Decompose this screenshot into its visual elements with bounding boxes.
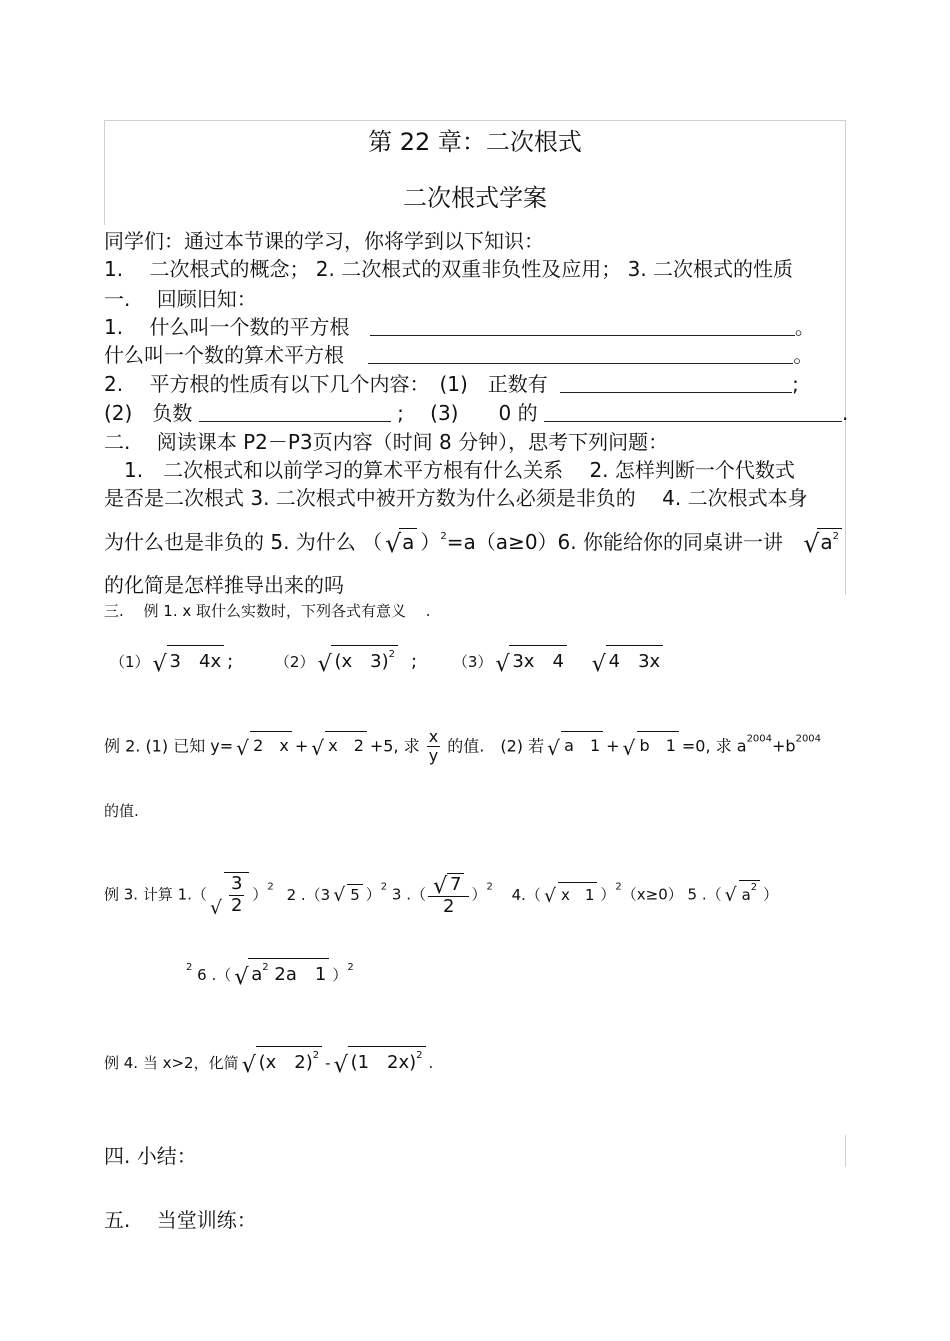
text: 3 .（ [391,885,426,904]
exponent: 2 [267,881,274,893]
period: 。 [793,343,814,367]
sqrt-fraction [210,872,249,916]
fraction [428,873,469,917]
base: a [820,530,833,554]
exponent: 2 [486,881,493,893]
right-rule-2 [845,1135,846,1167]
base: a [251,964,263,985]
reading-question-line: 1. 二次根式和以前学习的算术平方根有什么关系 2. 怎样判断一个代数式 [124,458,795,482]
period: . [428,1054,434,1072]
sqrt-a-squared [725,880,761,904]
radicand [739,880,761,904]
sqrt-expression [592,645,664,673]
example-2 [104,728,821,766]
sqrt-a [385,528,417,554]
reading-question-line: 是否是二次根式 3. 二次根式中被开方数为什么必须是非负的 4. 二次根式本身 [104,486,808,510]
example-2-tail: 的值. [104,802,139,820]
exponent: 2 [416,1050,423,1061]
period: . [841,401,849,425]
radicand: x 2 [325,731,367,756]
label: （3） [452,653,493,671]
sqrt-expression [334,1046,426,1074]
exponent: 2 [312,1050,320,1061]
question-text: 什么叫一个数的算术平方根 [104,343,344,367]
answer-blank[interactable] [368,345,793,364]
sqrt-expression [317,645,398,673]
answer-blank[interactable] [544,403,842,422]
text: =0, 求 [681,736,732,756]
denominator: 2 [230,894,243,916]
radicand: x 1 [558,882,597,905]
text: 例 2. (1) 已知 y= [104,736,234,756]
section-5-heading: 五. 当堂训练： [104,1208,257,1232]
answer-blank[interactable] [199,403,391,422]
sqrt-7 [433,873,464,896]
exponent: 2 [347,962,354,973]
question-root-properties-cont [104,397,848,426]
question-square-root [104,311,815,340]
sqrt-expression [234,958,329,986]
exponent: 2 [440,531,447,542]
radicand [256,1046,323,1074]
paren: ） [332,966,348,984]
numerator: √ 3 [230,873,243,894]
exponent: 2 [262,962,269,973]
exponent: 2 [380,881,388,893]
numerator: x [428,727,439,746]
fraction-x-over-y [427,728,440,766]
radicand: a 1 [561,731,603,756]
sqrt-5 [333,884,363,904]
text: 例 4. 当 x>2，化简 [104,1054,239,1072]
reading-question-line [104,526,845,555]
radicand [248,958,329,986]
base: a [741,885,751,904]
exponent: 2 [388,649,395,660]
text: 的值. (2) 若 [447,736,545,756]
sqrt-expression [547,731,603,756]
example-3-cont [186,958,354,986]
top-rule [104,120,846,121]
reading-question-line: 的化简是怎样推导出来的吗 [104,573,344,597]
example-3 [104,872,778,917]
section-4-heading: 四. 小结： [104,1144,197,1168]
section-2-heading: 二. 阅读课本 P2－P3页内容（时间 8 分钟），思考下列问题： [104,430,669,454]
base: (1 2x) [350,1052,417,1073]
denominator: y [428,746,439,766]
semicolon: ; [792,372,799,396]
radicand [348,1046,426,1074]
question-root-properties [104,368,799,397]
exponent: 2 [832,531,839,542]
sqrt-expression [544,882,597,905]
paren: ） [763,885,779,904]
question-arithmetic-root [104,339,813,368]
radicand: 2 x [250,731,292,756]
text: =a（a≥0）6. 你能给你的同桌讲一讲 [446,530,783,554]
sqrt-expression [153,645,225,673]
paren: ） [252,885,268,904]
exponent: 2 [615,881,622,893]
text: +5, 求 [369,736,420,756]
text: 2 .（3 [286,885,331,904]
exponent: 2 [750,881,758,893]
page-title: 第 22 章：二次根式 [368,128,582,156]
label: （2） [274,653,315,671]
radicand [331,645,398,673]
example-1-heading: 三. 例 1. x 取什么实数时，下列各式有意义 . [104,602,431,620]
denominator: 2 [443,895,455,917]
sqrt-expression [242,1046,323,1074]
question-text: ; (3) 0 的 [397,401,538,425]
intro-lead: 同学们：通过本节课的学习，你将学到以下知识： [104,229,544,253]
question-text: (2) 负数 [104,401,193,425]
radicand: a [399,528,417,554]
radicand: 7 [447,873,464,896]
page-subtitle: 二次根式学案 [403,184,547,212]
answer-blank[interactable] [370,317,795,336]
minus: - [325,1054,331,1072]
plus: + [606,736,620,756]
semicolon: ; [227,651,234,672]
base: (x 2) [258,1052,313,1073]
answer-blank[interactable] [560,374,792,393]
fraction [229,874,244,916]
exponent: 2 [186,962,193,973]
text: 4.（ [511,885,541,904]
radicand: 4 3x [606,645,664,673]
sqrt-expression [623,731,679,756]
exponent: 2004 [795,733,822,745]
radicand: b 1 [637,731,679,756]
paren: ） [600,885,616,904]
semicolon: ; [411,651,418,672]
radicand: 5 [347,884,363,904]
paren: ） [365,885,381,904]
paren: ） [471,885,487,904]
base: a [736,736,747,756]
example-4 [104,1046,433,1074]
question-text: 1. 什么叫一个数的平方根 [104,315,350,339]
learning-objectives: 1. 二次根式的概念； 2. 二次根式的双重非负性及应用； 3. 二次根式的性质 [104,257,794,281]
sqrt-expression [236,731,292,756]
sqrt-a-squared [803,528,842,554]
radicand: 3x 4 [509,645,567,673]
text: 例 3. 计算 1.（ [104,885,207,904]
sqrt-expression [311,731,367,756]
base: (x 3) [334,651,389,672]
label: （1） [110,653,150,671]
plus: + [294,736,309,756]
text: （x≥0） 5 .（ [621,885,722,904]
numerator [428,873,469,897]
radicand: 3 4x [167,645,225,673]
section-1-heading: 一. 回顾旧知： [104,287,257,311]
text: ） [420,530,441,554]
exponent: 2004 [746,733,773,745]
sqrt-expression [495,645,567,673]
text: 为什么也是非负的 5. 为什么 （ [104,530,383,554]
text: 2a 1 [274,964,327,985]
radicand [224,872,249,916]
example-1-expressions [110,645,666,673]
text: 6 .（ [197,966,232,984]
question-text: 2. 平方根的性质有以下几个内容： (1) 正数有 [104,372,548,396]
base: +b [772,736,796,756]
radicand [817,528,842,554]
period: 。 [794,315,815,339]
